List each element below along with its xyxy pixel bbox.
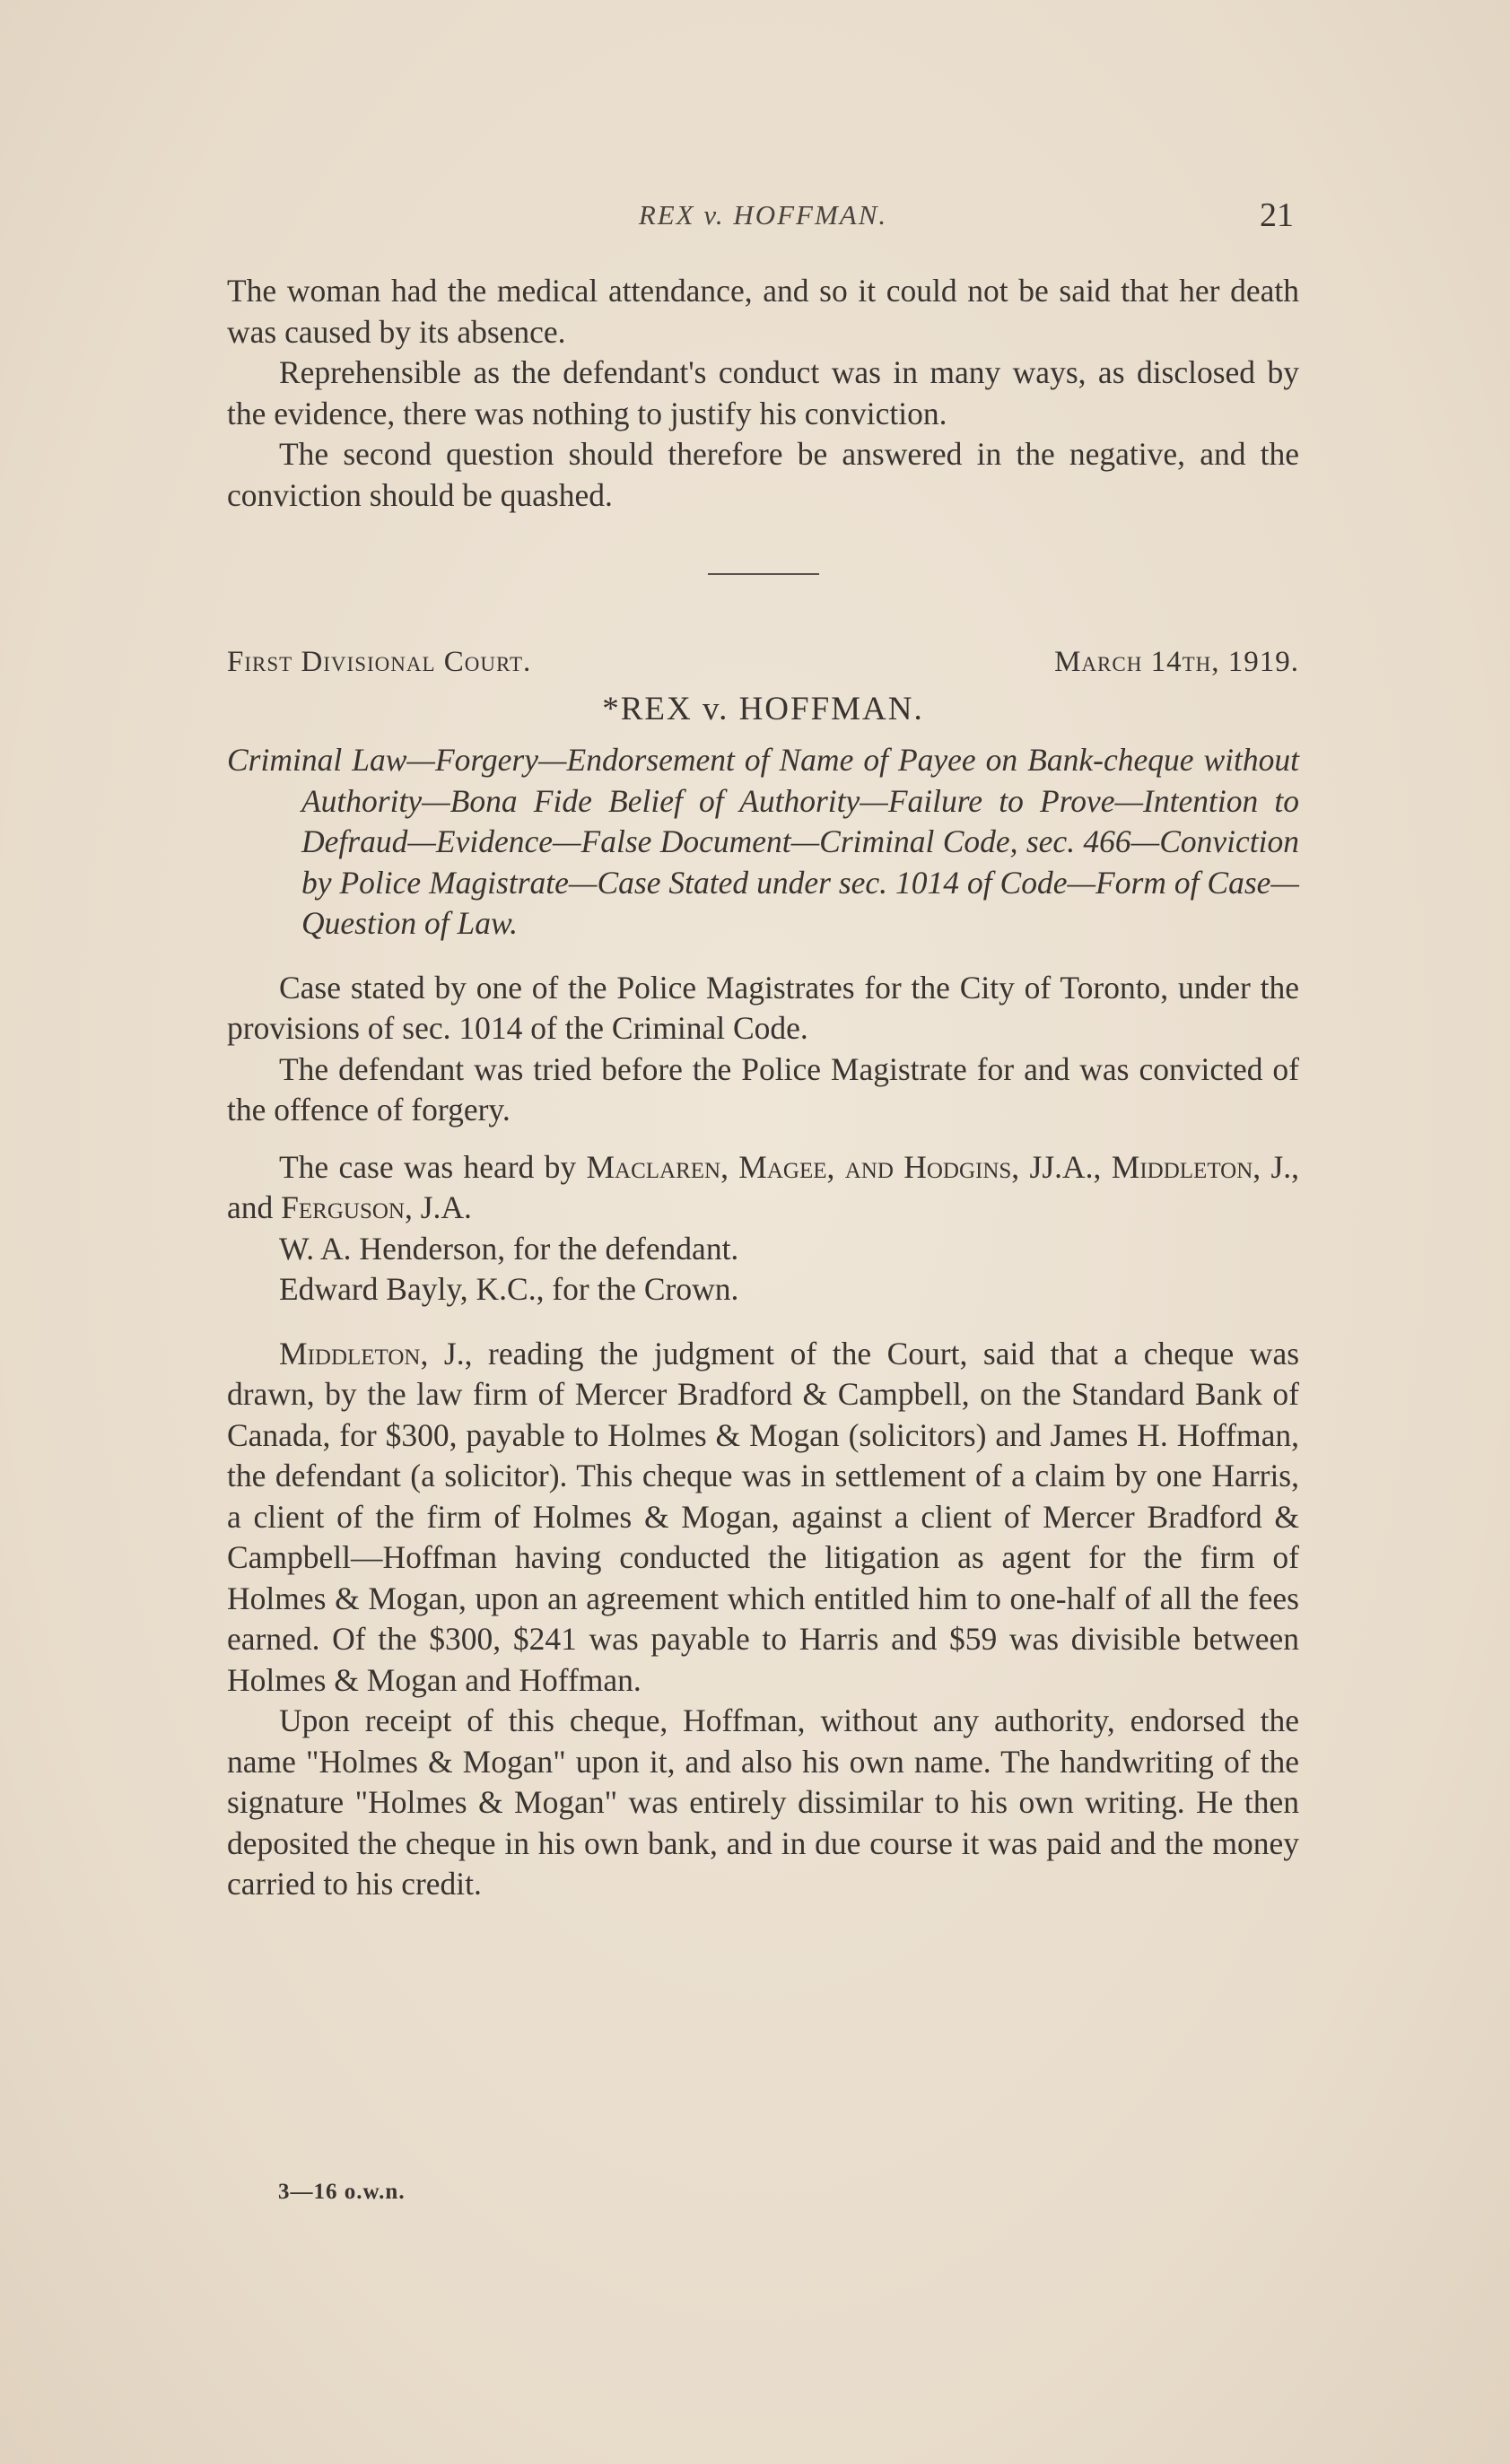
running-title: REX v. HOFFMAN.	[638, 199, 888, 231]
judge-name-2: Middleton,	[1111, 1148, 1261, 1185]
counsel-crown: Edward Bayly, K.C., for the Crown.	[279, 1271, 739, 1307]
section-divider	[708, 573, 819, 575]
judges-rest-a: JJ.A.,	[1029, 1148, 1102, 1185]
judgment-text: J., reading the judgment of the Court, said that a cheque was drawn, by the law firm of Mercer Bradford & Campbell, on the Standard Bank of Canada, for $300, payable to Holmes & Mogan (solicitors) and James H. Hoffman, the defendant (a solicitor). This cheque was in settlement of a claim by one Harris, a client of the firm of Holmes & Mogan, against a client of Mercer Bradford & Campbell—Hoffman having conducted the litigation as agent for the firm of Holmes & Mogan, upon an agreement which entitled him to one-half of all the fees earned. Of the $300, $241 was payable to Harris and $59 was divisible between Holmes & Mogan and Hoffman.	[227, 1335, 1300, 1698]
signature-mark: 3—16 o.w.n.	[278, 2180, 406, 2204]
judges-prefix: The case was heard by	[279, 1148, 577, 1185]
judges-rest-c: J.A.	[420, 1189, 472, 1225]
case-date: March 14th, 1919.	[1054, 646, 1299, 678]
paragraph: Reprehensible as the defendant's conduct was in many ways, as disclosed by the evidence, there was nothing to justify his conviction.	[227, 354, 1299, 431]
judges-names: Maclaren, Magee, and Hodgins,	[586, 1148, 1020, 1185]
judgment-paragraph: Upon receipt of this cheque, Hoffman, without any authority, endorsed the name "Holmes & Mogan" upon it, and also his own name. The handwriting of the signature "Holmes & Mogan" was entirely dissimilar to his own writing. He then deposited the cheque in his own bank, and in due course it was paid and the money carried to his credit.	[227, 1702, 1299, 1902]
stated-case-paragraph: The defendant was tried before the Police Magistrate for and was convicted of the offence of forgery.	[227, 1050, 1299, 1128]
paragraph: The second question should therefore be answered in the negative, and the conviction should be quashed.	[227, 436, 1299, 513]
page-number: 21	[1260, 196, 1294, 234]
judgment-paragraph	[227, 1334, 1299, 1702]
court-name: First Divisional Court.	[227, 646, 532, 678]
judge-name-3: Ferguson,	[281, 1189, 413, 1225]
stated-case-paragraph: Case stated by one of the Police Magistrates for the City of Toronto, under the provisions of sec. 1014 of the Criminal Code.	[227, 969, 1299, 1046]
headnote: Criminal Law—Forgery—Endorsement of Name of Payee on Bank-cheque without Authority—Bona Fide Belief of Authority—Failure to Prove—Intention to Defraud—Evidence—False Document—Criminal Code, sec. 466—Conviction by Police Magistrate—Case Stated under sec. 1014 of Code—Form of Case—Question of Law.	[227, 742, 1299, 941]
judges-rest-b: J., and	[227, 1148, 1300, 1225]
counsel-defendant: W. A. Henderson, for the defendant.	[279, 1230, 739, 1267]
court-line	[227, 642, 1299, 683]
page-header	[227, 196, 1299, 244]
paragraph: The woman had the medical attendance, and so it could not be said that her death was caused by its absence.	[227, 273, 1299, 350]
judges-line	[227, 1147, 1299, 1229]
page-body	[227, 271, 1299, 1905]
case-title: *REX v. HOFFMAN.	[602, 690, 924, 727]
judgment-judge: Middleton,	[279, 1335, 429, 1371]
